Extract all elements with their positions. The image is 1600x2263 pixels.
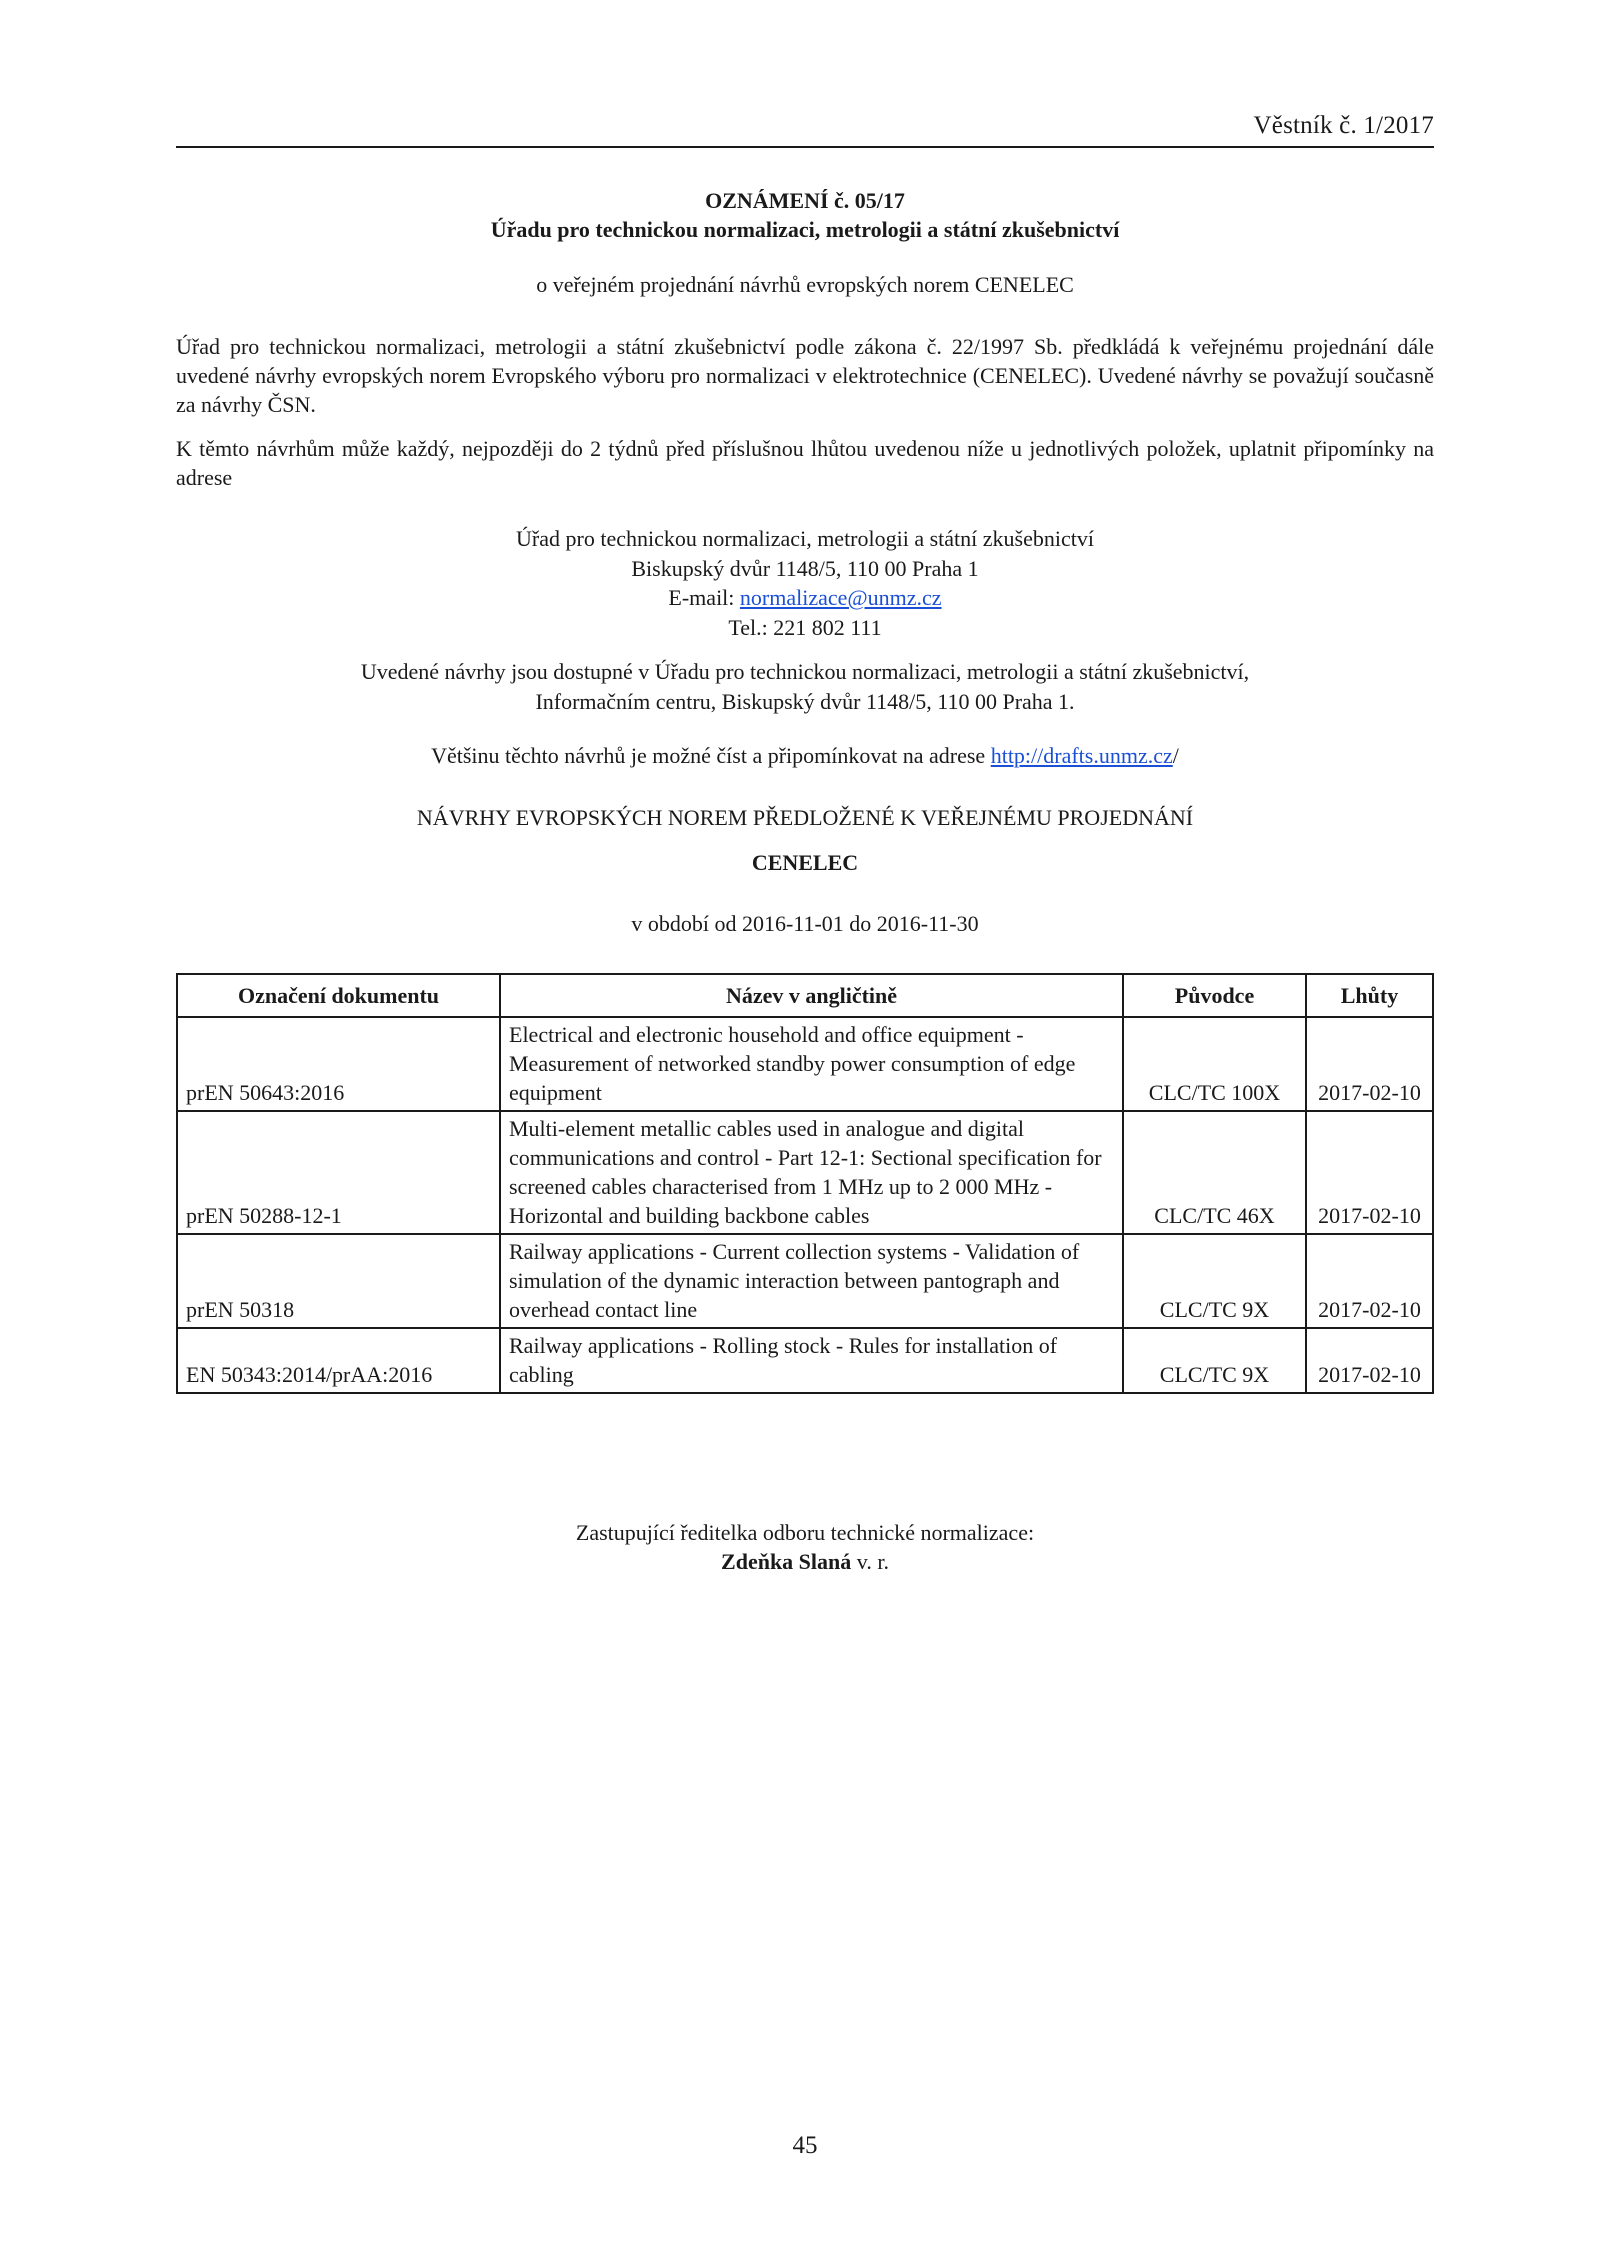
page-number: 45	[792, 2132, 818, 2159]
section-heading: NÁVRHY EVROPSKÝCH NOREM PŘEDLOŽENÉ K VEŘEJNÉMU PROJEDNÁNÍ	[416, 805, 1194, 830]
address-name: Úřad pro technickou normalizaci, metrologii a státní zkušebnictví	[516, 526, 1094, 551]
document-originator: CLC/TC 9X	[1123, 1328, 1306, 1393]
table-row	[177, 1328, 1433, 1393]
journal-header: Věstník č. 1/2017	[1253, 112, 1434, 139]
period-line: v období od 2016-11-01 do 2016-11-30	[631, 911, 979, 936]
column-header-id: Označení dokumentu	[177, 974, 500, 1017]
intro-paragraph: Úřad pro technickou normalizaci, metrologii a státní zkušebnictví podle zákona č. 22/1997 Sb. předkládá k veřejnému projednání dále uvedené návrhy evropských norem Evropského výboru pro normalizaci v elektrotechnice (CENELEC). Uvedené návrhy se považují současně za návrhy ČSN.	[176, 334, 1434, 417]
availability-line-2: Informačním centru, Biskupský dvůr 1148/5, 110 00 Praha 1.	[535, 688, 1075, 714]
notice-subject: o veřejném projednání návrhů evropských norem CENELEC	[536, 272, 1074, 297]
signatory-suffix: v. r.	[851, 1549, 889, 1574]
table-row	[177, 1017, 1433, 1111]
column-header-originator: Původce	[1123, 974, 1306, 1017]
address-street: Biskupský dvůr 1148/5, 110 00 Praha 1	[631, 555, 979, 581]
comments-paragraph: K těmto návrhům může každý, nejpozději do 2 týdnů před příslušnou lhůtou uvedenou níže u jednotlivých položek, uplatnit připomínky na adrese	[176, 436, 1434, 490]
notice-title-block	[176, 186, 1434, 244]
table-header-row	[177, 974, 1433, 1017]
document-deadline: 2017-02-10	[1306, 1328, 1433, 1393]
document-name: Electrical and electronic household and office equipment - Measurement of networked standby power consumption of edge equipment	[500, 1017, 1123, 1111]
document-name: Railway applications - Rolling stock - Rules for installation of cabling	[500, 1328, 1123, 1393]
table-row	[177, 1111, 1433, 1234]
document-id: prEN 50643:2016	[177, 1017, 500, 1111]
document-id: prEN 50318	[177, 1234, 500, 1328]
notice-issuer: Úřadu pro technickou normalizaci, metrologii a státní zkušebnictví	[490, 217, 1120, 242]
online-suffix: /	[1172, 743, 1179, 768]
drafts-table	[176, 973, 1434, 1394]
table-row	[177, 1234, 1433, 1328]
document-deadline: 2017-02-10	[1306, 1234, 1433, 1328]
document-originator: CLC/TC 46X	[1123, 1111, 1306, 1234]
online-text: Většinu těchto návrhů je možné číst a připomínkovat na adrese	[431, 743, 991, 768]
notice-title: OZNÁMENÍ č. 05/17	[705, 188, 905, 213]
signatory-role: Zastupující ředitelka odboru technické normalizace:	[575, 1520, 1035, 1545]
signatory-name: Zdeňka Slaná	[721, 1549, 852, 1574]
document-name: Multi-element metallic cables used in analogue and digital communications and control - Part 12-1: Sectional specification for screened cables characterised from 1 MHz up to 2 000 MHz - Horizontal and building backbone cables	[500, 1111, 1123, 1234]
signature-block	[176, 1518, 1434, 1576]
address-phone: Tel.: 221 802 111	[728, 614, 882, 640]
organization-heading: CENELEC	[751, 850, 859, 875]
document-id: prEN 50288-12-1	[177, 1111, 500, 1234]
document-deadline: 2017-02-10	[1306, 1111, 1433, 1234]
header-divider	[176, 146, 1434, 148]
online-drafts-note	[176, 743, 1434, 769]
document-originator: CLC/TC 9X	[1123, 1234, 1306, 1328]
document-name: Railway applications - Current collection systems - Validation of simulation of the dynamic interaction between pantograph and overhead contact line	[500, 1234, 1123, 1328]
column-header-name: Název v angličtině	[500, 974, 1123, 1017]
availability-note	[176, 657, 1434, 716]
column-header-deadline: Lhůty	[1306, 974, 1433, 1017]
document-deadline: 2017-02-10	[1306, 1017, 1433, 1111]
availability-line-1: Uvedené návrhy jsou dostupné v Úřadu pro technickou normalizaci, metrologii a státní zkušebnictví,	[360, 659, 1250, 684]
drafts-link[interactable]: http://drafts.unmz.cz	[990, 743, 1173, 768]
contact-address	[176, 524, 1434, 642]
email-label: E-mail:	[668, 585, 740, 610]
document-id: EN 50343:2014/prAA:2016	[177, 1328, 500, 1393]
email-link[interactable]: normalizace@unmz.cz	[739, 585, 942, 610]
address-email-line	[176, 583, 1434, 613]
signatory-line	[176, 1547, 1434, 1576]
document-originator: CLC/TC 100X	[1123, 1017, 1306, 1111]
